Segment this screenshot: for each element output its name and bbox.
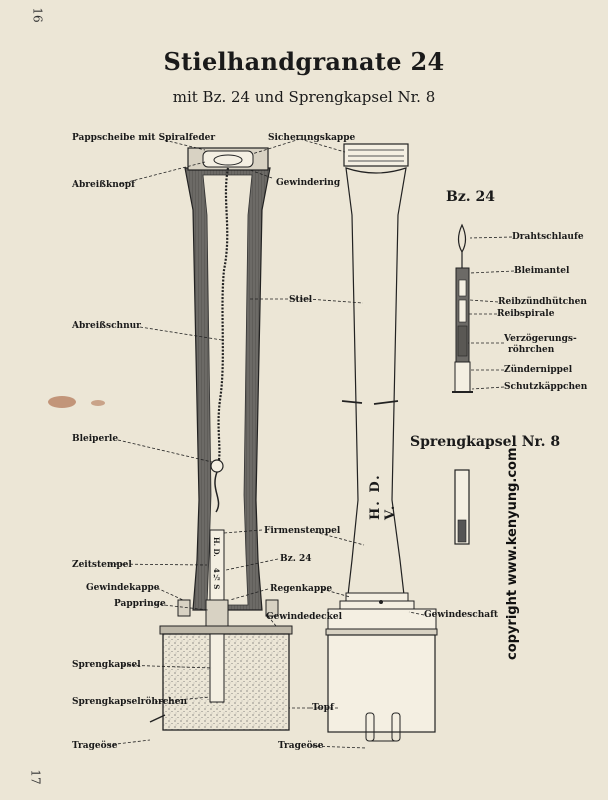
label-verzoegerung-1: Verzögerungs- bbox=[504, 334, 577, 344]
label-bleimantel: Bleimantel bbox=[514, 266, 570, 276]
page-number-top: 16 bbox=[30, 7, 45, 23]
label-bleiperle: Bleiperle bbox=[72, 434, 119, 444]
label-regenkappe: Regenkappe bbox=[270, 584, 333, 594]
label-reibzuendhuetchen: Reibzündhütchen bbox=[498, 297, 587, 307]
label-zeitstempel: Zeitstempel bbox=[72, 560, 132, 570]
fuze-detail bbox=[452, 225, 473, 392]
label-firmenstempel: Firmenstempel bbox=[264, 526, 341, 536]
label-sprengkapselroehrchen: Sprengkapselröhrchen bbox=[72, 697, 187, 707]
label-trageoese-right: Trageöse bbox=[278, 741, 324, 751]
label-gewindering: Gewindering bbox=[276, 178, 341, 188]
label-bz24-small: Bz. 24 bbox=[280, 554, 312, 564]
label-schutzkaeppchen: Schutzkäppchen bbox=[504, 382, 588, 392]
handle-stamp-hd: H. D. bbox=[212, 537, 221, 557]
label-verzoegerung-2: röhrchen bbox=[508, 345, 555, 355]
page-title: Stielhandgranate 24 bbox=[163, 47, 445, 76]
hdv-marking: H. D. V. bbox=[368, 473, 398, 520]
handle-stamp-time: 4½ S bbox=[212, 568, 221, 590]
label-pappringe: Pappringe bbox=[114, 599, 166, 609]
label-abreissschnur: Abreißschnur bbox=[72, 321, 141, 331]
label-gewindedeckel: Gewindedeckel bbox=[266, 612, 343, 622]
label-trageoese-left: Trageöse bbox=[72, 741, 118, 751]
label-bz24-heading: Bz. 24 bbox=[446, 189, 496, 205]
detonator-detail bbox=[455, 470, 469, 544]
label-sicherungskappe: Sicherungskappe bbox=[268, 133, 356, 143]
cutaway-grenade bbox=[150, 148, 292, 730]
label-pappscheibe: Pappscheibe mit Spiralfeder bbox=[72, 133, 216, 143]
label-gewindekappe: Gewindekappe bbox=[86, 583, 160, 593]
paper-stain bbox=[48, 396, 105, 408]
label-gewindeschaft: Gewindeschaft bbox=[424, 610, 499, 620]
label-zuendernippel: Zündernippel bbox=[504, 365, 573, 375]
page-subtitle: mit Bz. 24 und Sprengkapsel Nr. 8 bbox=[172, 88, 436, 106]
label-abreisskopf: Abreißknopf bbox=[72, 180, 135, 190]
page-number-bottom: 17 bbox=[28, 769, 43, 785]
label-stiel: Stiel bbox=[289, 295, 313, 305]
label-topf: Topf bbox=[312, 703, 334, 713]
label-sprengkapsel: Sprengkapsel bbox=[72, 660, 141, 670]
label-reibspirale: Reibspirale bbox=[497, 309, 555, 319]
copyright-watermark: copyright www.kenyung.com bbox=[505, 447, 520, 660]
label-sprengkapsel-nr8: Sprengkapsel Nr. 8 bbox=[410, 434, 561, 450]
label-drahtschlaufe: Drahtschlaufe bbox=[512, 232, 584, 242]
